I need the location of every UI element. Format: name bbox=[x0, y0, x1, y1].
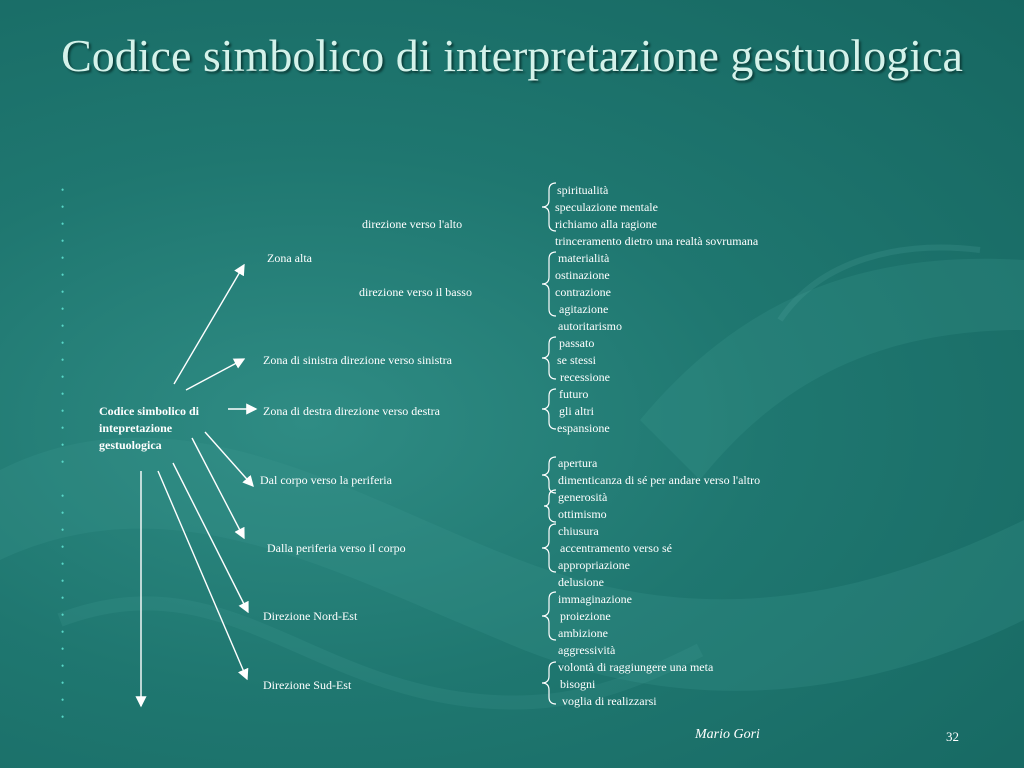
meaning-item: immaginazione bbox=[558, 592, 632, 606]
branch-periferia-corpo: Dalla periferia verso il corpo bbox=[267, 541, 406, 555]
bullet-icon: • bbox=[61, 644, 65, 654]
meaning-item: voglia di realizzarsi bbox=[562, 694, 657, 708]
meaning-item: futuro bbox=[559, 387, 589, 401]
meaning-item: speculazione mentale bbox=[555, 200, 658, 214]
slide-title: Codice simbolico di interpretazione gestuologica bbox=[61, 30, 963, 81]
brace-sinistra bbox=[542, 337, 556, 379]
branch-direzione-basso: direzione verso il basso bbox=[359, 285, 472, 299]
meaning-item: recessione bbox=[560, 370, 610, 384]
branch-sud-est: Direzione Sud-Est bbox=[263, 678, 352, 692]
meaning-item: appropriazione bbox=[558, 558, 630, 572]
bullet-icon: • bbox=[61, 423, 65, 433]
branch-zona-sinistra: Zona di sinistra direzione verso sinistra bbox=[263, 353, 452, 367]
bullet-icon: • bbox=[61, 440, 65, 450]
meaning-item: proiezione bbox=[560, 609, 611, 623]
meaning-item: volontà di raggiungere una meta bbox=[558, 660, 714, 674]
meaning-item: chiusura bbox=[558, 524, 599, 538]
meaning-item: delusione bbox=[558, 575, 604, 589]
meaning-item: gli altri bbox=[559, 404, 594, 418]
brace-alto bbox=[542, 183, 556, 231]
bullet-icon: • bbox=[61, 270, 65, 280]
meaning-item: materialità bbox=[558, 251, 610, 265]
brace-destra bbox=[542, 389, 556, 429]
bullet-icon: • bbox=[61, 695, 65, 705]
bullet-icon: • bbox=[61, 287, 65, 297]
meaning-item: ottimismo bbox=[558, 507, 607, 521]
branch-corpo-periferia: Dal corpo verso la periferia bbox=[260, 473, 392, 487]
bullet-icon: • bbox=[61, 389, 65, 399]
meaning-item: dimenticanza di sé per andare verso l'altro bbox=[558, 473, 761, 487]
arrow-zona-alta bbox=[174, 265, 244, 384]
branch-zona-alta: Zona alta bbox=[267, 251, 312, 265]
arrow-periferia-corpo bbox=[192, 438, 244, 538]
bullet-icon: • bbox=[61, 321, 65, 331]
branch-zona-destra: Zona di destra direzione verso destra bbox=[263, 404, 440, 418]
bullet-icon: • bbox=[61, 712, 65, 722]
bullet-icon: • bbox=[61, 661, 65, 671]
bullet-icon: • bbox=[61, 185, 65, 195]
root-label-line-3: gestuologica bbox=[99, 438, 162, 452]
bullet-icon: • bbox=[61, 202, 65, 212]
bullet-icon: • bbox=[61, 457, 65, 467]
bullet-icon: • bbox=[61, 627, 65, 637]
brace-corpo-periferia bbox=[542, 457, 556, 493]
bullet-icon: • bbox=[61, 542, 65, 552]
meaning-item: se stessi bbox=[557, 353, 596, 367]
bullet-icon: • bbox=[61, 610, 65, 620]
meaning-item: contrazione bbox=[555, 285, 611, 299]
brace-sud-est bbox=[542, 662, 556, 704]
meaning-item: bisogni bbox=[560, 677, 596, 691]
footer-author: Mario Gori bbox=[695, 727, 760, 742]
brace-periferia-corpo bbox=[542, 524, 556, 572]
bullet-icon: • bbox=[61, 355, 65, 365]
bullet-icon: • bbox=[61, 406, 65, 416]
meaning-item: agitazione bbox=[559, 302, 609, 316]
root-label-line-1: Codice simbolico di bbox=[99, 404, 200, 418]
bullet-icon: • bbox=[61, 304, 65, 314]
branch-nord-est: Direzione Nord-Est bbox=[263, 609, 358, 623]
meaning-item: aggressività bbox=[558, 643, 616, 657]
meaning-item: accentramento verso sé bbox=[560, 541, 672, 555]
bullet-icon: • bbox=[61, 559, 65, 569]
root-label-line-2: intepretazione bbox=[99, 421, 173, 435]
bullet-icon: • bbox=[61, 593, 65, 603]
bullet-icon: • bbox=[61, 576, 65, 586]
meaning-item: autoritarismo bbox=[558, 319, 622, 333]
meaning-item: ostinazione bbox=[555, 268, 610, 282]
meaning-item: spiritualità bbox=[557, 183, 609, 197]
arrow-sud-est bbox=[158, 471, 247, 679]
meaning-item: generosità bbox=[558, 490, 608, 504]
arrow-nord-est bbox=[173, 463, 248, 612]
page-number: 32 bbox=[946, 729, 959, 744]
bullet-icon: • bbox=[61, 508, 65, 518]
brace-ottimismo bbox=[544, 490, 556, 522]
bullet-icon: • bbox=[61, 491, 65, 501]
branch-direzione-alto: direzione verso l'alto bbox=[362, 217, 463, 231]
meaning-item: ambizione bbox=[558, 626, 608, 640]
bullet-icon: • bbox=[61, 236, 65, 246]
brace-nord-est bbox=[542, 592, 556, 640]
arrow-zona-sinistra bbox=[186, 359, 244, 390]
meaning-item: espansione bbox=[557, 421, 610, 435]
meaning-item: trinceramento dietro una realtà sovrumana bbox=[555, 234, 759, 248]
brace-basso bbox=[542, 252, 556, 316]
bullet-icon: • bbox=[61, 219, 65, 229]
meaning-item: passato bbox=[559, 336, 595, 350]
meaning-item: richiamo alla ragione bbox=[555, 217, 657, 231]
bullet-icon: • bbox=[61, 338, 65, 348]
bullet-icon: • bbox=[61, 253, 65, 263]
meaning-item: apertura bbox=[558, 456, 598, 470]
bullet-icon: • bbox=[61, 525, 65, 535]
bullet-icon: • bbox=[61, 372, 65, 382]
bullet-icon: • bbox=[61, 678, 65, 688]
